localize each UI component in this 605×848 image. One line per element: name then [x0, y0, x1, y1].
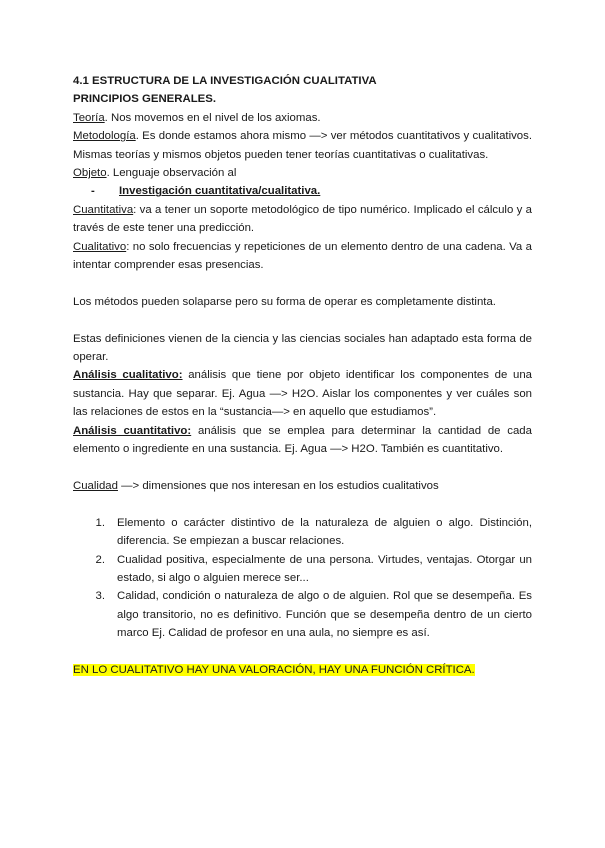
metodologia-term: Metodología — [73, 130, 136, 143]
list-text: Elemento o carácter distintivo de la naturaleza de alguien o algo. Distinción, diferencia. Se empiezan a buscar relaciones. — [117, 516, 532, 548]
spacer — [73, 643, 532, 661]
list-item — [73, 514, 532, 551]
cuantitativa-paragraph — [73, 201, 532, 238]
spacer — [73, 311, 532, 329]
analisis-cualitativo-paragraph — [73, 366, 532, 421]
list-number: 2. — [95, 553, 105, 566]
highlight-paragraph — [73, 661, 532, 679]
definiciones-paragraph: Estas definiciones vienen de la ciencia y las ciencias sociales han adaptado esta forma de operar. — [73, 332, 532, 364]
list-number: 1. — [95, 516, 105, 529]
list-text: Cualidad positiva, especialmente de una persona. Virtudes, ventajas. Otorgar un estado, si algo o alguien merece ser... — [117, 553, 532, 584]
analisis-cuantitativo-paragraph — [73, 422, 532, 459]
bullet-item — [73, 182, 532, 200]
bullet-mark: - — [91, 185, 95, 198]
metodologia-paragraph — [73, 127, 532, 164]
teoria-text: . Nos movemos en el nivel de los axiomas. — [104, 111, 321, 124]
list-item — [73, 551, 532, 588]
cualidad-text: —> dimensiones que nos interesan en los estudios cualitativos — [117, 479, 439, 492]
cualitativo-paragraph — [73, 238, 532, 275]
cuantitativa-text: : va a tener un soporte metodológico de tipo numérico. Implicado el cálculo y a través de este tener una predicción. — [73, 203, 532, 235]
spacer — [73, 459, 532, 477]
objeto-term: Objeto — [73, 167, 107, 180]
highlighted-text: EN LO CUALITATIVO HAY UNA VALORACIÓN, HAY UNA FUNCIÓN CRÍTICA. — [73, 663, 475, 676]
teoria-paragraph — [73, 109, 532, 127]
teoria-term: Teoría — [73, 111, 105, 124]
cualitativo-term: Cualitativo — [73, 240, 127, 253]
analisis-cuantitativo-text: análisis que se emplea para determinar la cantidad de cada elemento o ingrediente en una sustancia. Ej. Agua —> H2O. También es cuantitativo. — [73, 424, 532, 456]
cualidad-term: Cualidad — [73, 479, 118, 492]
spacer — [73, 495, 532, 513]
cualidad-list — [73, 514, 532, 643]
cuantitativa-term: Cuantitativa — [73, 203, 134, 216]
cualidad-paragraph — [73, 477, 532, 495]
analisis-cualitativo-text: análisis que tiene por objeto identificar los componentes de una sustancia. Hay que separar. Ej. Agua —> H2O. Aislar los componentes y ver cuáles son las relaciones de estos en la “sustancia—> en aquello que estudiamos”. — [73, 369, 532, 419]
list-number: 3. — [95, 590, 105, 603]
analisis-cualitativo-term: Análisis cualitativo: — [73, 369, 183, 382]
solapar-paragraph: Los métodos pueden solaparse pero su forma de operar es completamente distinta. — [73, 295, 496, 308]
bullet-text: Investigación cuantitativa/cualitativa. — [119, 185, 321, 198]
objeto-paragraph — [73, 164, 532, 182]
section-subtitle: PRINCIPIOS GENERALES. — [73, 93, 217, 106]
section-title: 4.1 ESTRUCTURA DE LA INVESTIGACIÓN CUALITATIVA — [73, 75, 377, 87]
objeto-text: . Lenguaje observación al — [106, 167, 237, 180]
list-item — [73, 587, 532, 642]
cualitativo-text: : no solo frecuencias y repeticiones de un elemento dentro de una cadena. Va a intentar comprender esas presencias. — [73, 240, 532, 272]
metodologia-text: . Es donde estamos ahora mismo —> ver métodos cuantitativos y cualitativos. Mismas teorías y mismos objetos pueden tener teorías cuantitativas o cualitativas. — [73, 130, 532, 161]
analisis-cuantitativo-term: Análisis cuantitativo: — [73, 424, 192, 437]
list-text: Calidad, condición o naturaleza de algo o de alguien. Rol que se desempeña. Es algo transitorio, no es definitivo. Función que se desempeña dentro de un cierto marco Ej. Calidad de profesor en una aula, no siempre es así. — [117, 590, 532, 640]
spacer — [73, 274, 532, 292]
